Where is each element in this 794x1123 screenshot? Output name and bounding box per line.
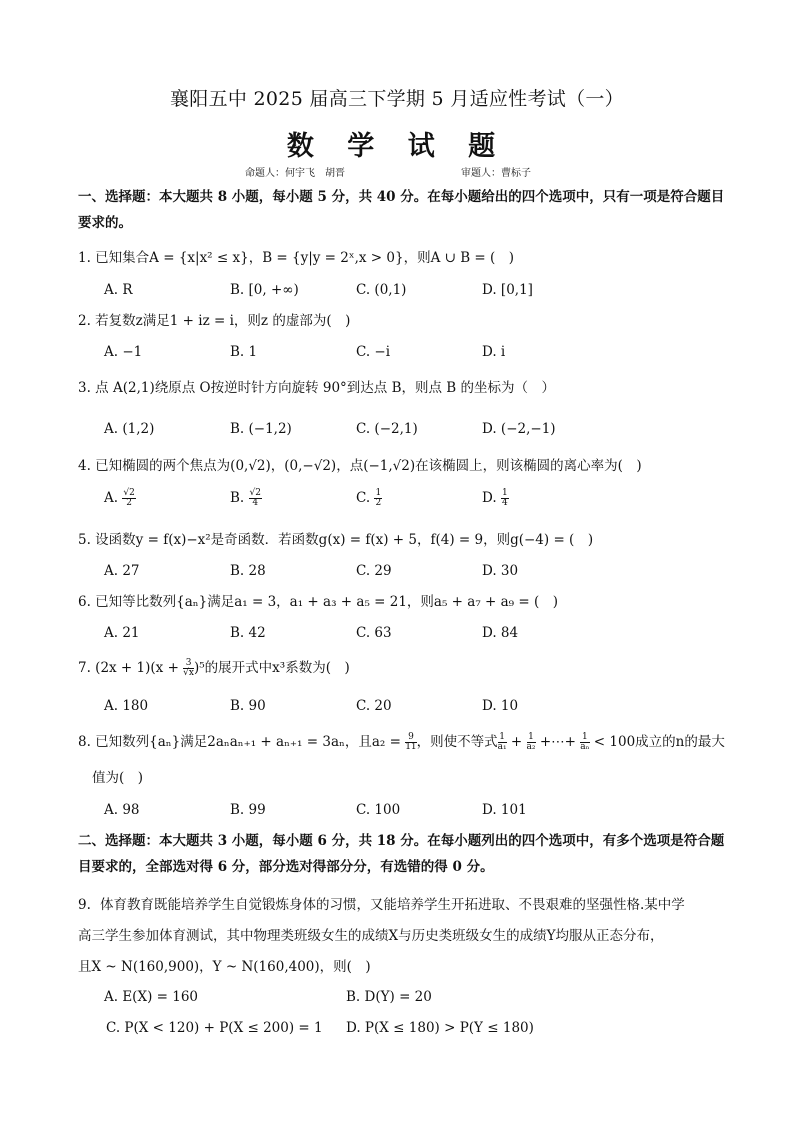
q3-option-c: C. (−2,1) — [356, 421, 418, 437]
q1-option-b: B. [0, +∞) — [230, 282, 299, 298]
q4-a-den: 2 — [126, 498, 132, 508]
q7-option-d: D. 10 — [482, 698, 519, 714]
q9-option-b: B. D(Y) = 20 — [346, 989, 432, 1005]
q8-s3-num: 1 — [582, 732, 588, 742]
question-5: 5. 设函数y = f(x)−x²是奇函数．若函数g(x) = f(x) + 5，f(4) = 9，则g(−4) = ( ) — [78, 532, 594, 548]
question-2: 2. 若复数z满足1 + iz = i，则z 的虚部为( ) — [78, 313, 351, 329]
q9-option-c: C. P(X < 120) + P(X ≤ 200) = 1 — [106, 1020, 323, 1036]
q8-a2-fraction — [405, 733, 416, 752]
q2-option-c: C. −i — [356, 344, 391, 360]
q4-a-num: √2 — [123, 488, 135, 498]
q3-option-b: B. (−1,2) — [230, 421, 292, 437]
setter-text: 命题人：何宇飞 胡晋 — [245, 168, 345, 179]
q9-line-1: 体育教育既能培养学生自觉锻炼身体的习惯，又能培养学生开拓进取、不畏艰难的坚强性格.某中学 — [100, 897, 685, 913]
q4-option-c — [356, 488, 382, 508]
q2-option-a: A. −1 — [104, 344, 143, 360]
q8-a2-den: 11 — [405, 742, 417, 752]
q4-d-fraction — [501, 489, 509, 508]
q4-option-a — [104, 488, 136, 508]
exam-title: 襄阳五中 2025 届高三下学期 5 月适应性考试（一） — [169, 88, 624, 110]
q4-d-num: 1 — [501, 488, 508, 498]
subject-title: 数 学 试 题 — [286, 131, 508, 162]
q4-a-label: A. — [104, 490, 119, 506]
question-3: 3. 点 A(2,1)绕原点 O按逆时针方向旋转 90°到达点 B，则点 B 的坐标为（ ） — [78, 380, 556, 396]
q2-option-d: D. i — [482, 344, 506, 360]
q8-s2-num: 1 — [528, 732, 534, 742]
q6-option-a: A. 21 — [104, 625, 140, 641]
q3-option-d: D. (−2,−1) — [482, 421, 556, 437]
q4-d-label: D. — [482, 490, 497, 506]
q4-b-label: B. — [230, 490, 245, 506]
q5-option-b: B. 28 — [230, 563, 266, 579]
q4-d-den: 4 — [501, 498, 508, 508]
q9-option-a: A. E(X) = 160 — [104, 989, 198, 1005]
q1-option-a: A. R — [104, 282, 133, 298]
q7-option-a: A. 180 — [104, 698, 149, 714]
q8-plus-2: +⋯+ — [535, 734, 581, 750]
section-2-heading: 二、选择题：本大题共 3 小题，每小题 6 分，共 18 分。在每小题列出的四个选项中，有多个选项是符合题目要求的，全部选对得 6 分，部分选对得部分分，有选错的得 0 分。 — [78, 833, 725, 875]
q4-b-fraction — [249, 489, 262, 508]
q5-option-a: A. 27 — [104, 563, 140, 579]
q8-option-b: B. 99 — [230, 802, 266, 818]
question-7 — [78, 658, 728, 678]
q8-pre: 8. 已知数列{aₙ}满足2aₙaₙ₊₁ + aₙ₊₁ = 3aₙ，且a₂ = — [78, 734, 406, 750]
question-8-line-1 — [78, 732, 728, 752]
q8-sum-term-1 — [498, 733, 507, 752]
q9-line-3: 且X ~ N(160,900)，Y ~ N(160,400)，则( ) — [78, 959, 371, 975]
q4-c-den: 2 — [375, 498, 382, 508]
q4-option-d — [482, 488, 509, 508]
q8-mid: ，则使不等式 — [416, 734, 498, 750]
q8-sum-term-n — [580, 733, 589, 752]
q4-c-num: 1 — [375, 488, 382, 498]
q5-option-c: C. 29 — [356, 563, 392, 579]
q8-post: < 100成立的n的最大 — [589, 734, 725, 750]
question-8-line-2: 值为( ) — [92, 770, 144, 786]
question-6: 6. 已知等比数列{aₙ}满足a₁ = 3，a₁ + a₃ + a₅ = 21，则a₅ + a₇ + a₉ = ( ) — [78, 594, 559, 610]
q6-option-c: C. 63 — [356, 625, 392, 641]
q3-option-a: A. (1,2) — [104, 421, 155, 437]
q7-frac-num: 3 — [183, 659, 194, 669]
q5-option-d: D. 30 — [482, 563, 519, 579]
q7-stem-post: )⁵的展开式中x³系数为( ) — [193, 660, 350, 676]
q4-c-label: C. — [356, 490, 371, 506]
q4-b-den: 4 — [252, 498, 259, 508]
q9-line-2: 高三学生参加体育测试，其中物理类班级女生的成绩X与历史类班级女生的成绩Y均服从正态分布， — [78, 928, 664, 944]
q8-option-d: D. 101 — [482, 802, 527, 818]
question-1: 1. 已知集合A = {x|x² ≤ x}，B = {y|y = 2ˣ,x > 0}，则A ∪ B = ( ) — [78, 250, 515, 266]
q8-sum-term-2 — [527, 733, 536, 752]
q9-number: 9. — [78, 897, 91, 913]
q8-option-c: C. 100 — [356, 802, 401, 818]
q4-a-fraction — [122, 489, 135, 508]
q4-option-b — [230, 488, 262, 508]
q8-a2-num: 9 — [405, 733, 416, 743]
q2-option-b: B. 1 — [230, 344, 258, 360]
q4-c-fraction — [374, 489, 382, 508]
q8-s3-den: aₙ — [580, 742, 590, 752]
q7-option-b: B. 90 — [230, 698, 266, 714]
author-line — [245, 164, 665, 179]
q8-option-a: A. 98 — [104, 802, 140, 818]
q8-s2-den: a₂ — [526, 742, 536, 752]
q7-option-c: C. 20 — [356, 698, 392, 714]
q1-option-c: C. (0,1) — [356, 282, 407, 298]
q8-s1-num: 1 — [499, 732, 506, 742]
q6-option-b: B. 42 — [230, 625, 266, 641]
section-1-heading: 一、选择题：本大题共 8 小题，每小题 5 分，共 40 分。在每小题给出的四个选项中，只有一项是符合题目要求的。 — [78, 189, 725, 231]
q7-stem-pre: 7. (2x + 1)(x + — [78, 660, 184, 676]
q1-option-d: D. [0,1] — [482, 282, 533, 298]
reviewer-text: 审题人：曹标子 — [461, 168, 531, 179]
q7-fraction — [183, 659, 194, 678]
q7-frac-den: √x — [183, 668, 194, 678]
question-4: 4. 已知椭圆的两个焦点为(0,√2)，(0,−√2)，点(−1,√2)在该椭圆上，则该椭圆的离心率为( ) — [78, 458, 642, 474]
q6-option-d: D. 84 — [482, 625, 519, 641]
q4-b-num: √2 — [249, 488, 261, 498]
q8-plus-1: + — [506, 734, 527, 750]
q8-s1-den: a₁ — [497, 742, 507, 752]
q9-option-d: D. P(X ≤ 180) > P(Y ≤ 180) — [346, 1020, 534, 1036]
